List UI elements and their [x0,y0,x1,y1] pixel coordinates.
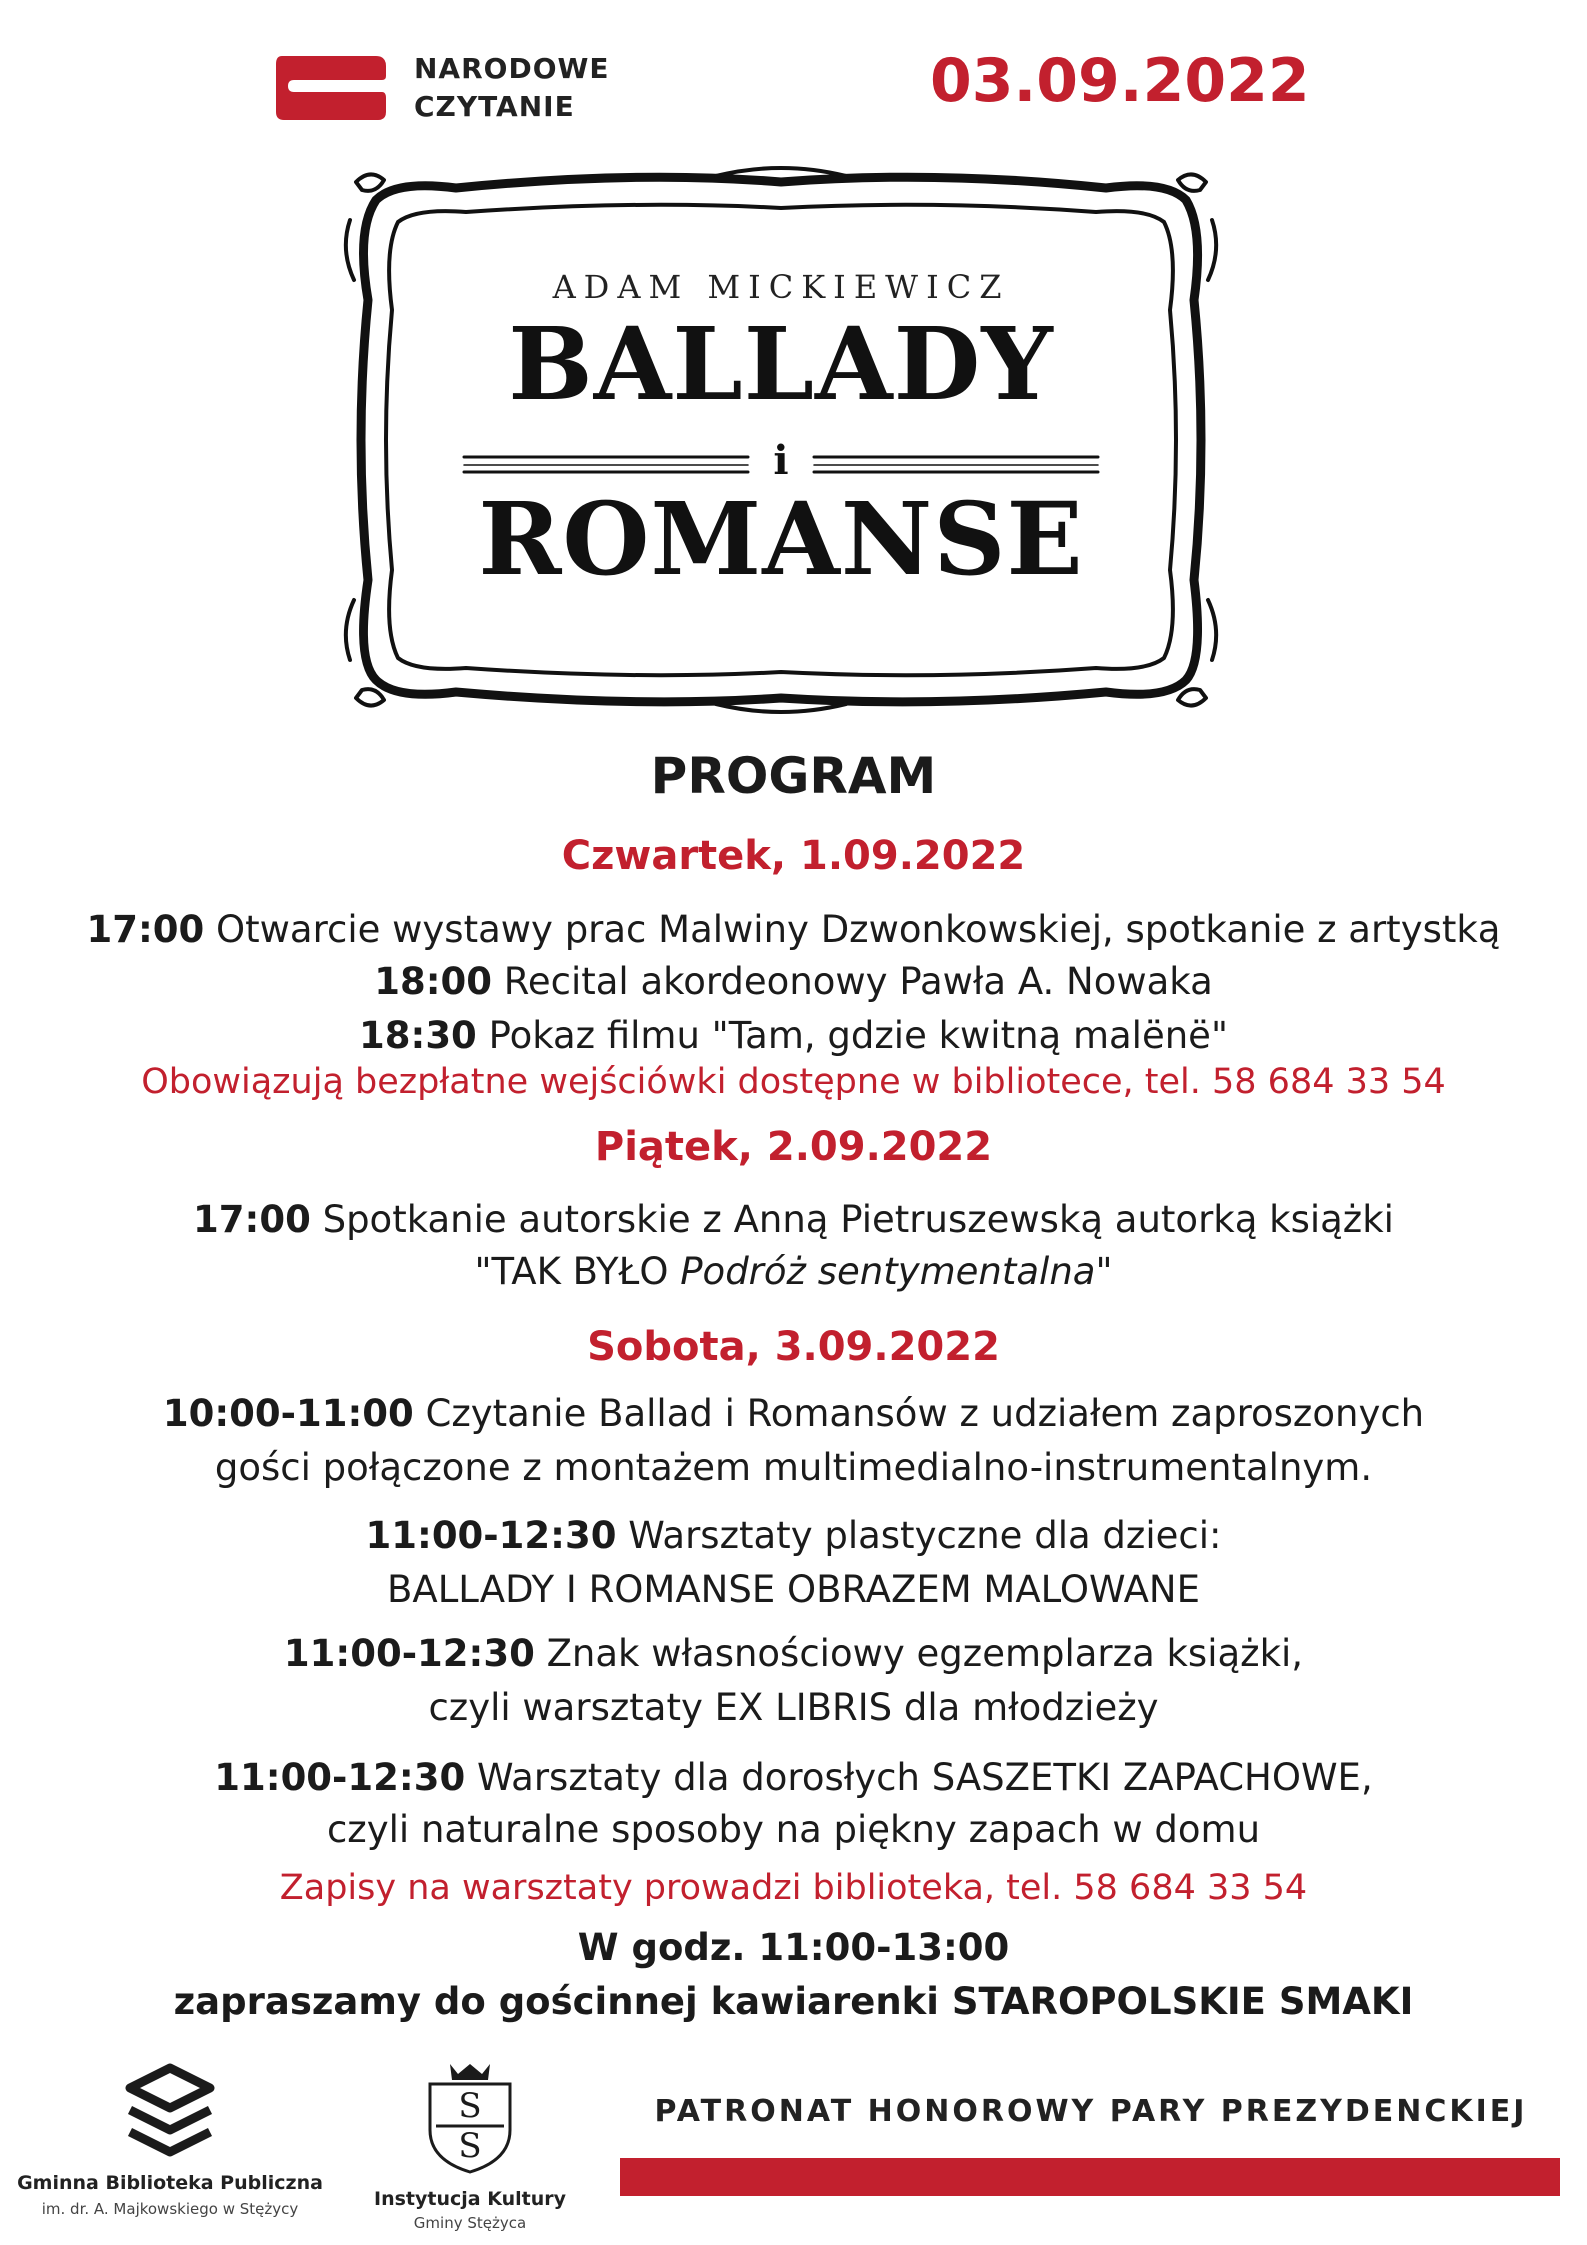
day1-item2-time: 18:00 [374,960,493,1003]
patronat-text: PATRONAT HONOROWY PARY PREZYDENCKIEJ [654,2094,1528,2129]
day1-item3-text: Pokaz filmu "Tam, gdzie kwitną malënë" [476,1014,1228,1057]
day1-item2-text: Recital akordeonowy Pawła A. Nowaka [492,960,1213,1003]
day2-item-line2 [0,1248,1587,1296]
library-logo [10,2060,330,2230]
day2-item-time: 17:00 [193,1198,311,1241]
narodowe-czytanie-logo [272,50,612,128]
cafe-hours: W godz. 11:00-13:00 [577,1926,1010,1969]
patronat-flag [620,2158,1560,2196]
day2-item-text: Spotkanie autorskie z Anną Pietruszewską autorką książki [310,1198,1394,1241]
day1-item3 [0,1012,1587,1060]
day3-item1-text: Czytanie Ballad i Romansów z udziałem zaproszonych [413,1392,1425,1435]
institution-name: Instytucja Kultury [374,2188,566,2210]
day3-item2-line2: BALLADY I ROMANSE OBRAZEM MALOWANE [387,1568,1200,1611]
day1-title: Czwartek, 1.09.2022 [561,833,1026,879]
logo-line2: CZYTANIE [414,90,575,123]
program-heading: PROGRAM [650,747,937,805]
crest-letter-top: S [458,2086,482,2126]
event-date: 03.09.2022 [930,46,1310,116]
day2-item [0,1196,1587,1244]
day1-note: Obowiązują bezpłatne wejściówki dostępne w bibliotece, tel. 58 684 33 54 [141,1062,1446,1102]
day3-item4 [0,1754,1587,1802]
institution-logo [360,2060,580,2240]
day2-book-subtitle: Podróż sentymentalna" [680,1250,1113,1293]
cafe-invitation: zapraszamy do gościnnej kawiarenki STAROPOLSKIE SMAKI [173,1980,1414,2023]
day3-title: Sobota, 3.09.2022 [587,1324,1000,1370]
library-books-icon [110,2060,230,2160]
day3-item1 [0,1390,1587,1438]
day3-item2 [0,1512,1587,1560]
day3-item2-time: 11:00-12:30 [365,1514,617,1557]
book-title-romanse: ROMANSE [478,480,1084,598]
day3-item3-line2: czyli warsztaty EX LIBRIS dla młodzieży [428,1686,1159,1729]
logo-line1: NARODOWE [414,52,610,85]
crest-letter-bottom: S [458,2126,482,2166]
day3-item4-line2: czyli naturalne sposoby na piękny zapach w domu [326,1808,1261,1851]
day2-book-title: "TAK BYŁO [474,1250,681,1293]
day1-item2 [0,958,1587,1006]
day3-item2-text: Warsztaty plastyczne dla dzieci: [616,1514,1222,1557]
day1-item1-time: 17:00 [86,908,205,951]
institution-subtitle: Gminy Stężyca [413,2214,527,2232]
day3-item4-text: Warsztaty dla dorosłych SASZETKI ZAPACHOWE, [465,1756,1373,1799]
book-logo-icon [272,50,390,124]
day3-item1-line2: gości połączone z montażem multimedialno-instrumentalnym. [214,1446,1373,1489]
day3-note: Zapisy na warsztaty prowadzi biblioteka, tel. 58 684 33 54 [279,1868,1308,1908]
day3-item3 [0,1630,1587,1678]
library-subtitle: im. dr. A. Majkowskiego w Stężycy [41,2200,299,2218]
day3-item3-text: Znak własnościowy egzemplarza książki, [534,1632,1304,1675]
day3-item3-time: 11:00-12:30 [283,1632,535,1675]
book-title-ballady: BALLADY [508,305,1054,423]
day1-item1-text: Otwarcie wystawy prac Malwiny Dzwonkowskiej, spotkanie z artystką [204,908,1501,951]
book-author: ADAM MICKIEWICZ [552,268,1010,306]
day2-title: Piątek, 2.09.2022 [594,1124,993,1170]
day3-item1-time: 10:00-11:00 [162,1392,414,1435]
library-name: Gminna Biblioteka Publiczna [17,2172,323,2194]
day1-item3-time: 18:30 [359,1014,477,1057]
day3-item4-time: 11:00-12:30 [214,1756,466,1799]
day1-item1 [0,906,1587,954]
book-title-connector: i [773,437,789,484]
